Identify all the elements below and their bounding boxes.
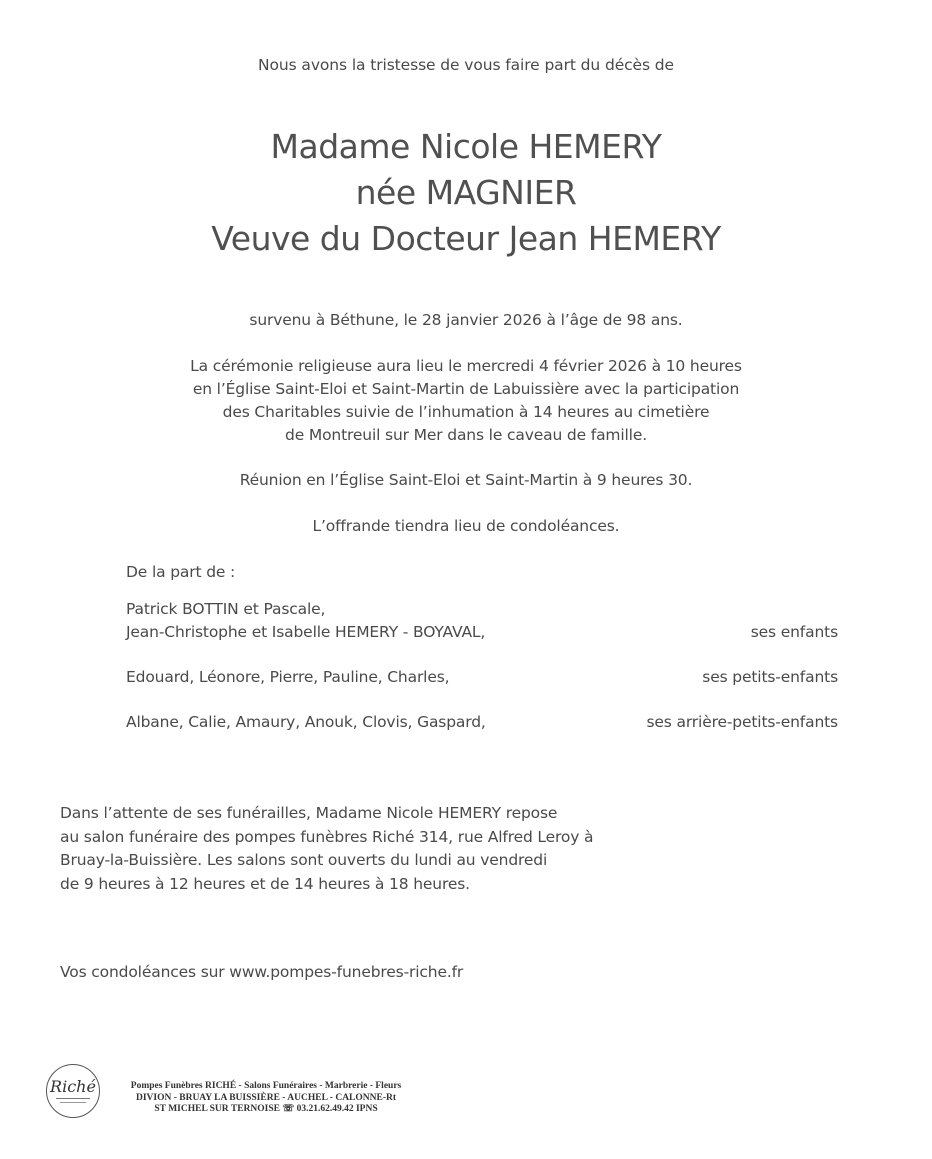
family-row [126, 598, 838, 621]
footer-company-info [110, 1081, 422, 1116]
repose-details [60, 802, 680, 896]
family-row [126, 621, 838, 644]
logo-word: Riché [50, 1077, 96, 1096]
logo-rule [60, 1102, 86, 1103]
footer-line: Pompes Funèbres RICHÉ - Salons Funéraires - Marbrerie - Fleurs [130, 1081, 402, 1091]
offrande-text: L’offrande tiendra lieu de condoléances. [312, 517, 620, 535]
family-role: ses enfants [750, 623, 838, 641]
repose-line: au salon funéraire des pompes funèbres Riché 314, rue Alfred Leroy à [60, 827, 594, 846]
maiden-name: née MAGNIER [355, 173, 577, 212]
intro-text: Nous avons la tristesse de vous faire part du décès de [258, 56, 674, 74]
widow-of: Veuve du Docteur Jean HEMERY [211, 219, 721, 258]
ceremony-line: en l’Église Saint-Eloi et Saint-Martin de Labuissière avec la participation [192, 380, 740, 398]
logo-rule [56, 1098, 90, 1099]
family-heading: De la part de : [126, 563, 236, 581]
family-role: ses arrière-petits-enfants [646, 713, 838, 731]
family-names: Edouard, Léonore, Pierre, Pauline, Charles, [126, 668, 450, 686]
family-role: ses petits-enfants [702, 668, 838, 686]
family-group-great-grandchildren [126, 711, 838, 734]
deceased-names [0, 124, 932, 262]
death-announcement: survenu à Béthune, le 28 janvier 2026 à l’âge de 98 ans. [249, 311, 683, 329]
family-row [126, 711, 838, 734]
repose-line: de 9 heures à 12 heures et de 14 heures à 18 heures. [60, 874, 470, 893]
footer-line: DIVION - BRUAY LA BUISSIÈRE - AUCHEL - CALONNE-Rt [135, 1092, 397, 1103]
ceremony-line: de Montreuil sur Mer dans le caveau de famille. [285, 426, 647, 444]
repose-line: Bruay-la-Buissière. Les salons sont ouverts du lundi au vendredi [60, 851, 548, 869]
family-row [126, 666, 838, 689]
family-names: Jean-Christophe et Isabelle HEMERY - BOYAVAL, [126, 623, 486, 641]
ceremony-line: La cérémonie religieuse aura lieu le mercredi 4 février 2026 à 10 heures [190, 357, 742, 375]
family-names: Patrick BOTTIN et Pascale, [126, 600, 326, 618]
ceremony-details [0, 355, 932, 447]
footer-line: ST MICHEL SUR TERNOISE ☏ 03.21.62.49.42 IPNS [154, 1104, 378, 1114]
family-group-grandchildren [126, 666, 838, 689]
condolences-text: Vos condoléances sur www.pompes-funebres-riche.fr [60, 963, 464, 981]
family-names: Albane, Calie, Amaury, Anouk, Clovis, Gaspard, [126, 713, 486, 731]
company-logo [46, 1064, 100, 1118]
ceremony-line: des Charitables suivie de l’inhumation à 14 heures au cimetière [222, 403, 710, 421]
deceased-name: Madame Nicole HEMERY [270, 127, 662, 166]
family-group-children [126, 598, 838, 644]
reunion-text: Réunion en l’Église Saint-Eloi et Saint-Martin à 9 heures 30. [239, 471, 693, 489]
repose-line: Dans l’attente de ses funérailles, Madame Nicole HEMERY repose [60, 804, 558, 822]
